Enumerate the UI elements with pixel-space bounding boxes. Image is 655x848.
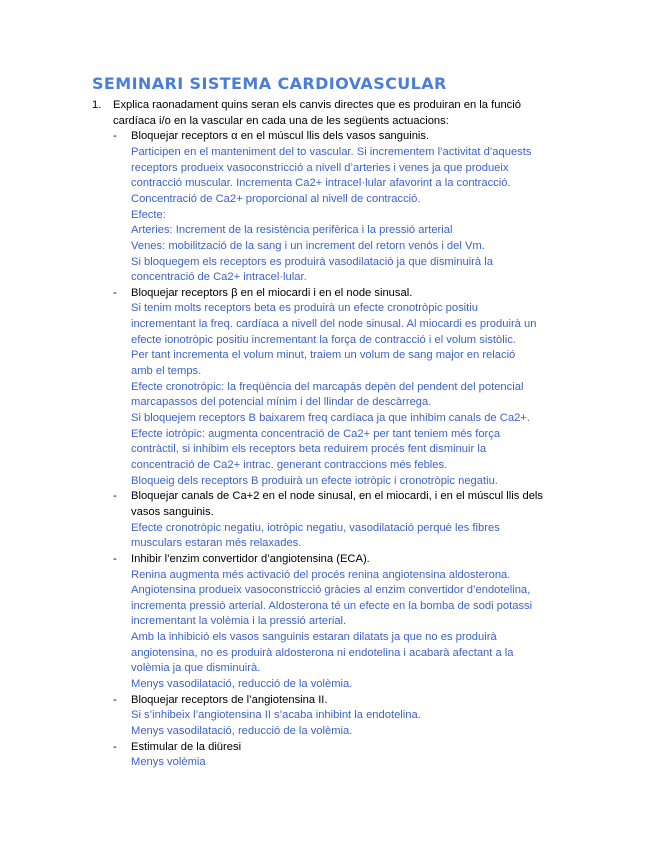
- answer-line: Menys vasodilatació, reducció de la volèmia.: [131, 678, 353, 691]
- answer-line: Per tant incrementa el volum minut, traiem un volum de sang major en relació: [131, 349, 516, 362]
- answer-line: Si tenim molts receptors beta es produirà un efecte cronotròpic positiu: [131, 302, 478, 315]
- question-number: 1.: [92, 99, 102, 111]
- answer-line: receptors produeix vasoconstricció a nivell d’arteries i venes ja que produeix: [131, 161, 509, 174]
- item-bullet: -: [113, 552, 117, 565]
- answer-line: musculars estaran més relaxades.: [131, 537, 302, 550]
- answer-line: Efecte cronotròpic negatiu, iotròpic negatiu, vasodilatació perquè les fibres: [131, 521, 500, 534]
- answer-line: Angiotensina produeix vasoconstricció gràcies al enzim convertidor d’endotelina,: [131, 584, 531, 597]
- item-bullet: -: [113, 130, 117, 143]
- answer-line: Si bloquejem receptors B baixarem freq cardíaca ja que inhibim canals de Ca2+.: [131, 412, 530, 424]
- answer-line: Venes: mobilització de la sang i un increment del retorn venós i del Vm.: [131, 239, 485, 252]
- answer-line: Arteries: Increment de la resistència perifèrica i la pressió arterial: [131, 224, 453, 237]
- answer-line: marcapassos del potencial mínim i del llindar de descàrrega.: [131, 396, 432, 409]
- answer-line: amb el temps.: [131, 365, 202, 378]
- item-heading-line: Bloquejar receptors de l’angiotensina II.: [131, 693, 328, 706]
- answer-line: Participen en el manteniment del to vascular. Si incrementem l’activitat d’aquests: [131, 145, 532, 158]
- item-heading-line: Inhibir l’enzim convertidor d’angiotensina (ECA).: [131, 552, 370, 565]
- answer-line: Renina augmenta més activació del procés renina angiotensina aldosterona.: [131, 568, 511, 581]
- item-bullet: -: [113, 693, 117, 706]
- question-text-line: Explica raonadament quins seran els canvis directes que es produiran en la funció: [113, 99, 521, 111]
- answer-line: Menys vasodilatació, reducció de la volèmia.: [131, 725, 353, 737]
- item-bullet: -: [113, 286, 117, 299]
- answer-line: concentració de Ca2+ intracel·lular.: [131, 271, 307, 284]
- page-title: SEMINARI SISTEMA CARDIOVASCULAR: [92, 74, 447, 93]
- question-text-line: cardíaca i/o en la vascular en cada una de les següents actuacions:: [113, 114, 449, 127]
- item-heading-line: vasos sanguinis.: [131, 505, 214, 518]
- answer-line: contracció muscular. Incrementa Ca2+ intracel·lular afavorint a la contracció.: [131, 177, 511, 190]
- answer-line: Efecte cronotròpic: la freqüència del marcapàs depèn del pendent del potencial: [131, 380, 524, 393]
- answer-line: volèmia ja que disminuirà.: [131, 662, 261, 675]
- item-heading-line: Bloquejar canals de Ca+2 en el node sinusal, en el miocardi, i en el múscul llis dels: [131, 490, 543, 503]
- answer-line: incrementant la freq. cardíaca a nivell del node sinusal. Al miocardi es produirà un: [131, 318, 537, 331]
- answer-line: incrementant la volèmia i la pressió arterial.: [131, 615, 347, 628]
- answer-line: incrementa pressió arterial. Aldosterona té un efecte en la bomba de sodi potassi: [131, 599, 533, 612]
- answer-line: angiotensina, no es produirà aldosterona ni endotelina i acabarà afectant a la: [131, 646, 514, 659]
- answer-line: concentració de Ca2+ intrac. generant contraccions més febles.: [131, 458, 448, 471]
- item-heading-line: Bloquejar receptors α en el múscul llis dels vasos sanguinis.: [131, 130, 430, 143]
- answer-line: Amb la inhibició els vasos sanguinis estaran dilatats ja que no es produirà: [131, 631, 497, 644]
- answer-line: Si s’inhibeix l’angiotensina II s’acaba inhibint la endotelina.: [131, 709, 421, 722]
- item-heading-line: Bloquejar receptors β en el miocardi i en el node sinusal.: [131, 286, 413, 299]
- answer-line: Si bloquegem els receptors es produirà vasodilatació ja que disminuirà la: [131, 255, 493, 268]
- answer-line: contràctil, si inhibim els receptors beta reduirem procés fent disminuir la: [131, 443, 487, 456]
- item-bullet: -: [113, 740, 117, 753]
- item-heading-line: Estimular de la diüresi: [131, 740, 242, 753]
- answer-line: Efecte:: [131, 208, 166, 221]
- answer-line: Bloqueig dels receptors B produirà un efecte iotròpic i cronotròpic negatiu.: [131, 474, 498, 487]
- answer-line: efecte ionotròpic positiu incrementant la força de contracció i el volum sistòlic.: [131, 333, 516, 346]
- answer-line: Efecte iotròpic: augmenta concentració de Ca2+ per tant teniem més força: [131, 427, 501, 440]
- answer-line: Concentració de Ca2+ proporcional al nivell de contracció.: [131, 192, 421, 205]
- answer-line: Menys volèmia: [131, 756, 206, 769]
- item-bullet: -: [113, 490, 117, 503]
